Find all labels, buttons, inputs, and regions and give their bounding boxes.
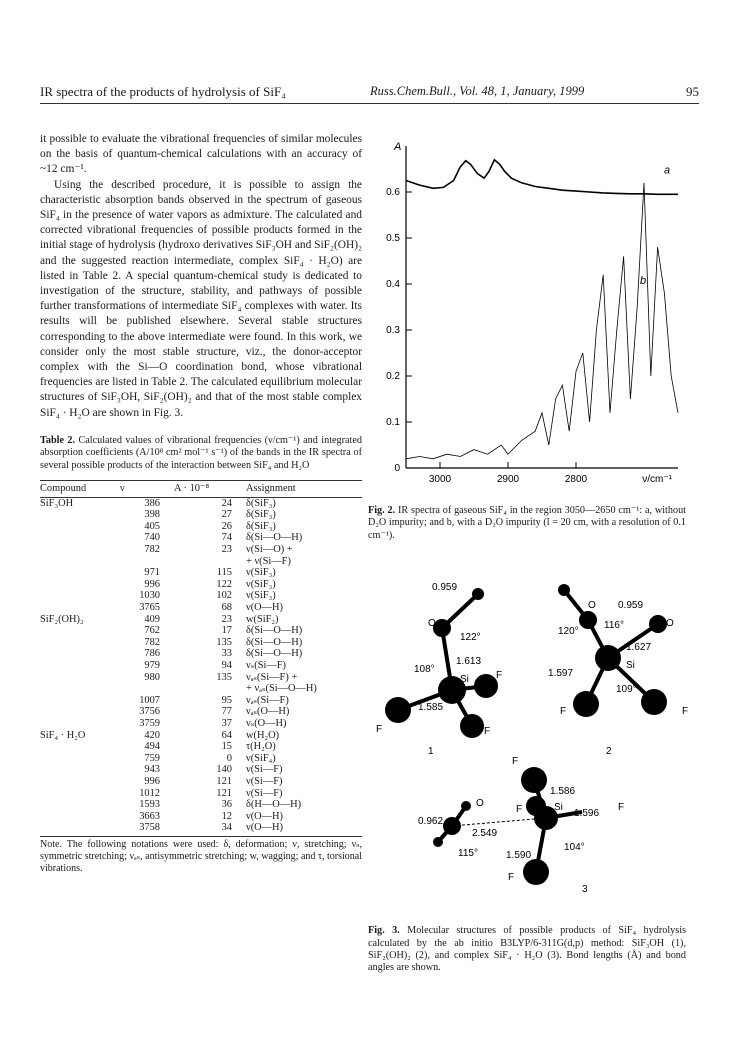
running-header: [40, 84, 699, 106]
table-cell-compound: SiF₂(OH)₂: [40, 613, 84, 625]
table-row: [40, 730, 362, 742]
table-cell-assignment: δ(H—O—H): [246, 799, 302, 811]
table-cell-compound: [40, 672, 120, 684]
mol3-oh-length: 0.962: [418, 816, 444, 828]
molecule-1: [376, 582, 502, 757]
atom-o-2a: [579, 611, 597, 629]
x-tick-label: 2900: [496, 474, 520, 485]
fig3-structures: [368, 574, 699, 914]
table-cell-nu: 971: [144, 567, 160, 579]
table-cell-assignment: νₐₛ(Si—F): [246, 694, 289, 706]
mol1-label-o: O: [428, 618, 436, 630]
table-cell-compound: [40, 718, 120, 730]
table-cell-a: 115: [216, 567, 232, 579]
mol2-angle2: 120°: [558, 626, 579, 638]
mol3-number: 3: [582, 884, 588, 896]
table-cell-assignment: ν(SiF₄): [246, 752, 276, 764]
table-cell-assignment: νₛ(O—H): [246, 717, 287, 729]
table-cell-compound: [40, 567, 120, 579]
mol2-oh-length: 0.959: [618, 600, 644, 612]
atom-o-2b: [649, 615, 667, 633]
series-a-line: [406, 160, 678, 195]
table-row: [40, 590, 362, 602]
table-cell-assignment: τ(H₂O): [246, 741, 276, 753]
mol2-label-o1: O: [588, 600, 596, 612]
table-cell-compound: [40, 695, 120, 707]
table-cell-a: 37: [221, 717, 232, 729]
table-cell-nu: 3756: [139, 706, 160, 718]
table-cell-a: 121: [216, 787, 232, 799]
table-cell-compound: [40, 764, 120, 776]
x-tick-label: 3000: [428, 474, 452, 485]
table-row: [40, 753, 362, 765]
table-cell-assignment: ν(SiF₃): [246, 590, 276, 602]
table-cell-compound: SiF₄ · H₂O: [40, 729, 86, 741]
mol2-number: 2: [606, 746, 612, 758]
table-cell-nu: 3759: [139, 717, 160, 729]
y-tick-label: 0.3: [386, 325, 400, 336]
mol1-number: 1: [428, 746, 434, 758]
table-row: [40, 602, 362, 614]
mol3-label-f2: F: [516, 804, 523, 816]
y-tick-label: 0.6: [386, 187, 400, 198]
table-cell-nu: 943: [144, 764, 160, 776]
mol2-angle1: 116°: [604, 620, 624, 632]
table-cell-a: [174, 556, 246, 568]
table-cell-a: 23: [221, 544, 232, 556]
table-cell-compound: [40, 509, 120, 521]
table-cell-nu: 494: [144, 741, 160, 753]
mol3-angle-hoh: 115°: [458, 848, 478, 860]
table-cell-a: 0: [226, 752, 232, 764]
mol3-angle-fsif: 104°: [564, 842, 585, 854]
table-cell-compound: [40, 590, 120, 602]
mol3-label-f4: F: [508, 872, 515, 884]
table-row: [40, 637, 362, 649]
table-row: [40, 788, 362, 800]
mol1-label-f1: F: [496, 670, 503, 682]
mol1-angle-sioh: 122°: [460, 632, 481, 644]
table-cell-a: 77: [221, 706, 232, 718]
table-cell-nu: 409: [144, 613, 160, 625]
table-row: [40, 799, 362, 811]
table-cell-assignment: ν(SiF₃): [246, 578, 276, 590]
fig2-label: Fig. 2.: [368, 505, 396, 516]
table-cell-compound: [40, 521, 120, 533]
table-cell-a: 36: [221, 799, 232, 811]
table-cell-nu: 405: [144, 520, 160, 532]
table-cell-nu: 398: [144, 509, 160, 521]
atom-o-3: [443, 817, 461, 835]
bond-si-o-3-coord: [452, 818, 546, 826]
table2-caption-text: Calculated values of vibrational frequencies (ν/cm⁻¹) and integrated absorption coefficients (A/10⁸ cm² mol⁻¹ s⁻¹) of the bands in the IR spectra of several possible products of the interaction between SiF₄ and H₂O: [40, 434, 363, 471]
table-cell-assignment: δ(SiF₃): [246, 497, 276, 509]
mol2-si-o-length: 1.627: [626, 642, 652, 654]
table-cell-a: 135: [216, 636, 232, 648]
table-cell-assignment: ν(O—H): [246, 602, 284, 614]
table-cell-nu: 1030: [139, 590, 160, 602]
table-cell-compound: SiF₃OH: [40, 497, 74, 509]
table-cell-assignment: w(H₂O): [246, 729, 280, 741]
table-cell-a: 135: [216, 671, 232, 683]
mol1-label-f2: F: [376, 724, 383, 736]
table-row: [40, 614, 362, 626]
mol1-si-f-length: 1.585: [418, 702, 444, 714]
table-cell-assignment: w(SiF₂): [246, 613, 279, 625]
atom-h-1: [472, 588, 484, 600]
table2-header-assignment: Assignment: [246, 481, 362, 498]
table2-label: Table 2.: [40, 434, 76, 446]
table-cell-compound: [40, 799, 120, 811]
table-cell-compound: [40, 741, 120, 753]
table-cell-compound: [40, 788, 120, 800]
table-cell-nu: 740: [144, 532, 160, 544]
table-cell-nu: 979: [144, 659, 160, 671]
table-cell-assignment: δ(SiF₃): [246, 520, 276, 532]
table-cell-compound: [40, 625, 120, 637]
table-cell-assignment: δ(Si—O—H): [246, 636, 303, 648]
mol3-si-o-length: 2.549: [472, 828, 498, 840]
table-cell-nu: 3663: [139, 810, 160, 822]
table-cell-compound: [40, 579, 120, 591]
table-row: [40, 556, 362, 568]
table-cell-a: 121: [216, 775, 232, 787]
series-b-line: [406, 183, 678, 459]
table-cell-nu: 1007: [139, 694, 160, 706]
mol1-oh-length: 0.959: [432, 582, 458, 594]
fig3-caption: [368, 925, 686, 975]
table-cell-assignment: νₐₛ(Si—F) +: [246, 671, 298, 683]
table-row: [40, 544, 362, 556]
paragraph-2: Using the described procedure, it is possible to assign the characteristic absorption bands observed in the spectrum of gaseous SiF₄ in the presence of water vapors as admixture. The calculated and corrected vibrational frequencies of possible products formed in the initial stage of hydrolysis (hydroxo derivatives SiF₃OH and SiF₂(OH)₂ and the suggested reaction intermediate, complex SiF₄ · H₂O) are listed in Table 2. A special quantum-chemical study is dedicated to investigation of the structure, stability, and pathways of possible further transformations of intermediate SiF₄ complexes with water. Its results will be published elsewhere. Several stable structures corresponding to the above intermediate were found. In this work, we consider only the most stable structure, viz., the donor-acceptor complex with the Si—O coordination bond, whose vibrational frequencies are listed in Table 2. The calculated equilibrium molecular structures of SiF₃OH, SiF₂(OH)₂ and that of the most stable complex SiF₄ · H₂O are shown in Fig. 3.: [40, 178, 362, 419]
mol1-angle-fsio: 108°: [414, 664, 435, 676]
table-cell-nu: [120, 683, 174, 695]
table-row: [40, 811, 362, 823]
x-tick-label: 2800: [564, 474, 588, 485]
table2-caption: [40, 435, 362, 472]
table-cell-nu: 759: [144, 752, 160, 764]
table2-header-a: A · 10⁻⁸: [174, 481, 246, 498]
table-cell-a: 34: [174, 822, 246, 836]
table-cell-nu: 1593: [139, 799, 160, 811]
table-row: [40, 625, 362, 637]
atom-f-3a: [521, 767, 547, 793]
table-cell-a: 122: [216, 578, 232, 590]
table2-header-compound: Compound: [40, 481, 120, 498]
table-cell-assignment: ν(O—H): [246, 810, 284, 822]
table-row: [40, 579, 362, 591]
table-cell-a: 140: [216, 764, 232, 776]
running-title: IR spectra of the products of hydrolysis of SiF₄: [40, 84, 286, 99]
y-tick-label: 0.1: [386, 417, 400, 428]
table-row: [40, 521, 362, 533]
mol3-si-f-b: 1.590: [506, 850, 532, 862]
left-column: [40, 132, 362, 875]
table-cell-a: 26: [221, 520, 232, 532]
table-cell-assignment: ν(Si—F): [246, 787, 283, 799]
table-cell-nu: 762: [144, 625, 160, 637]
mol1-label-f3: F: [484, 726, 491, 738]
atom-f-1a: [385, 697, 411, 723]
table-row: [40, 672, 362, 684]
molecule-2: [548, 584, 688, 757]
body-text: [40, 132, 362, 421]
atom-f-1c: [460, 714, 484, 738]
atom-h-3a: [461, 801, 471, 811]
mol3-label-f3: F: [618, 802, 625, 814]
table2-header-nu: ν: [120, 481, 174, 498]
table-row: [40, 532, 362, 544]
table-cell-nu: 420: [144, 729, 160, 741]
table-cell-a: 94: [221, 659, 232, 671]
table-cell-assignment: + ν(Si—F): [246, 555, 291, 567]
curve-label-b: b: [640, 275, 647, 287]
mol1-label-si: Si: [460, 674, 469, 686]
table-cell-assignment: νₐₛ(O—H): [246, 706, 290, 718]
table-row: [40, 695, 362, 707]
table-row: [40, 648, 362, 660]
table-cell-assignment: ν(Si—F): [246, 764, 283, 776]
table-cell-a: 27: [221, 509, 232, 521]
table2-note: Note. The following notations were used: δ, deformation; ν, stretching; νₛ, symmetric stretching; νₐₛ, antisymmetric stretching; w, wagging; and τ, torsional vibrations.: [40, 838, 362, 874]
table-cell-compound: [40, 776, 120, 788]
table-cell-nu: 1012: [139, 787, 160, 799]
page-number: 95: [686, 84, 699, 99]
table-cell-compound: [40, 660, 120, 672]
molecule-3: [418, 756, 624, 895]
table-cell-assignment: νₛ(Si—F): [246, 659, 286, 671]
curve-label-a: a: [664, 164, 671, 177]
atom-h-3b: [433, 837, 443, 847]
table-cell-assignment: ν(Si—F): [246, 775, 283, 787]
table-row: [40, 509, 362, 521]
table-cell-compound: [40, 822, 120, 836]
y-tick-label: 0.2: [386, 371, 400, 382]
fig3-caption-text: Molecular structures of possible products of SiF₄ hydrolysis calculated by the ab initio B3LYP/6-311G(d,p) method: SiF₃OH (1), SiF₂(OH)₂ (2), and complex SiF₄ · H₂O (3). Bond lengths (Å) and bond angles are shown.: [368, 925, 686, 974]
atom-f-3c: [523, 859, 549, 885]
atom-f-1b: [474, 674, 498, 698]
table-cell-a: 23: [221, 613, 232, 625]
mol1-si-o-length: 1.613: [456, 656, 482, 668]
atom-si-2: [595, 645, 621, 671]
table2-header-row: [40, 481, 362, 498]
right-column: [368, 132, 699, 975]
table-cell-a: 95: [221, 694, 232, 706]
table-cell-nu: [120, 556, 174, 568]
table-row: [40, 567, 362, 579]
table2-body: [40, 497, 362, 836]
table-row: [40, 660, 362, 672]
table-cell-nu: 786: [144, 648, 160, 660]
mol2-label-o2: O: [666, 618, 674, 630]
table-cell-compound: [40, 683, 120, 695]
mol3-label-o: O: [476, 798, 484, 810]
mol3-si-f-eq: 1.596: [574, 808, 600, 820]
table-cell-a: 24: [221, 497, 232, 509]
atom-h-2a: [558, 584, 570, 596]
table-2: [40, 480, 362, 837]
table-cell-compound: [40, 602, 120, 614]
table-cell-nu: 782: [144, 544, 160, 556]
table-row: [40, 822, 362, 836]
y-tick-label: 0: [394, 463, 400, 474]
table-cell-compound: [40, 637, 120, 649]
fig2-chart: [368, 132, 699, 490]
y-axis-label: A: [394, 141, 402, 153]
table-row: [40, 718, 362, 730]
table-cell-compound: [40, 648, 120, 660]
table-cell-a: 33: [221, 648, 232, 660]
table-cell-compound: [40, 544, 120, 556]
mol2-angle3: 109°: [616, 684, 637, 696]
atom-f-2a: [573, 691, 599, 717]
x-axis-label: ν/cm⁻¹: [642, 474, 672, 485]
table-row: [40, 683, 362, 695]
table-cell-assignment: δ(SiF₃): [246, 509, 276, 521]
table-cell-nu: 980: [144, 671, 160, 683]
table-row: [40, 706, 362, 718]
table-cell-compound: [40, 706, 120, 718]
fig2-caption: [368, 505, 686, 542]
fig2-caption-text: IR spectra of gaseous SiF₄ in the region 3050—2650 cm⁻¹: a, without D₂O impurity; and b, with a D₂O impurity (l = 20 cm, with a resolution of 0.1 cm⁻¹).: [368, 505, 686, 541]
table-row: [40, 497, 362, 509]
table-cell-compound: [40, 532, 120, 544]
table-cell-a: 102: [216, 590, 232, 602]
table-cell-compound: [40, 753, 120, 765]
table-cell-a: 74: [221, 532, 232, 544]
table-cell-a: 17: [221, 625, 232, 637]
table-cell-nu: 3765: [139, 602, 160, 614]
mol3-si-f-ax: 1.586: [550, 786, 576, 798]
mol2-label-f1: F: [560, 706, 567, 718]
table-row: [40, 764, 362, 776]
table-cell-a: 68: [221, 602, 232, 614]
mol3-label-f1: F: [512, 756, 519, 768]
y-tick-label: 0.4: [386, 279, 400, 290]
table-cell-assignment: δ(Si—O—H): [246, 532, 303, 544]
table-cell-nu: 996: [144, 775, 160, 787]
table-cell-compound: [40, 811, 120, 823]
mol2-si-f-length: 1.597: [548, 668, 574, 680]
table-cell-assignment: + νₐₛ(Si—O—H): [246, 683, 317, 695]
table-cell-assignment: ν(O—H): [246, 822, 362, 836]
table-cell-compound: [40, 556, 120, 568]
table-row: [40, 776, 362, 788]
table-cell-nu: 782: [144, 636, 160, 648]
table-cell-a: [174, 683, 246, 695]
atom-f-2b: [641, 689, 667, 715]
fig3-label: Fig. 3.: [368, 925, 400, 937]
table-cell-assignment: δ(Si—O—H): [246, 648, 303, 660]
header-rule: [40, 103, 699, 104]
table-row: [40, 741, 362, 753]
table-cell-a: 15: [221, 741, 232, 753]
table-cell-a: 12: [221, 810, 232, 822]
table-cell-a: 64: [221, 729, 232, 741]
table-cell-nu: 386: [144, 497, 160, 509]
table-cell-assignment: ν(Si—O) +: [246, 544, 293, 556]
paragraph-1: it possible to evaluate the vibrational frequencies of similar molecules on the basis of quantum-chemical calculations with an accuracy of ~12 cm⁻¹.: [40, 133, 362, 176]
y-tick-label: 0.5: [386, 233, 400, 244]
mol2-label-si: Si: [626, 660, 635, 672]
table-cell-nu: 3758: [120, 822, 174, 836]
table-cell-assignment: ν(SiF₃): [246, 567, 276, 579]
journal-citation: Russ.Chem.Bull., Vol. 48, 1, January, 1999: [370, 84, 585, 98]
table-cell-nu: 996: [144, 578, 160, 590]
table-cell-assignment: δ(Si—O—H): [246, 625, 303, 637]
mol2-label-f2: F: [682, 706, 689, 718]
mol3-label-si: Si: [554, 802, 563, 814]
